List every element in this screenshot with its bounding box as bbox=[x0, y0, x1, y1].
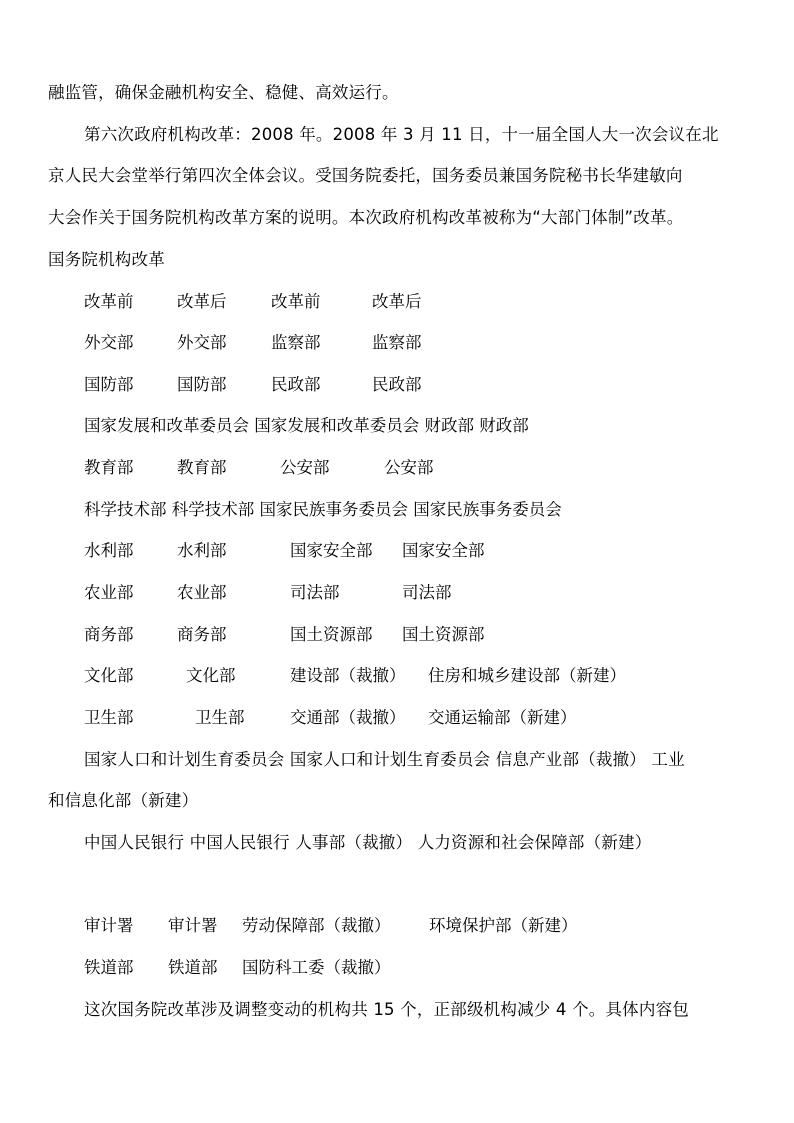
table-cell: 公安部 bbox=[384, 458, 434, 477]
table-cell: 国防部 bbox=[177, 375, 227, 394]
paragraph-line: 融监管，确保金融机构安全、稳健、高效运行。 bbox=[48, 83, 399, 102]
table-header-cell: 改革后 bbox=[177, 292, 227, 311]
table-cell: 环境保护部（新建） bbox=[429, 916, 578, 935]
table-cell: 民政部 bbox=[271, 375, 321, 394]
table-cell: 国家发展和改革委员会 国家发展和改革委员会 财政部 财政部 bbox=[84, 416, 529, 435]
table-cell: 文化部 bbox=[84, 666, 134, 685]
table-row-wrapped: 和信息化部（新建） bbox=[48, 791, 199, 810]
table-cell: 科学技术部 科学技术部 国家民族事务委员会 国家民族事务委员会 bbox=[84, 500, 562, 519]
table-cell: 交通运输部（新建） bbox=[428, 708, 577, 727]
table-cell: 农业部 bbox=[177, 583, 227, 602]
table-cell: 国防科工委（裁撤） bbox=[242, 958, 391, 977]
table-row: 中国人民银行 中国人民银行 人事部（裁撤） 人力资源和社会保障部（新建） bbox=[84, 833, 652, 852]
table-cell: 审计署 bbox=[168, 916, 218, 935]
table-cell: 外交部 bbox=[177, 333, 227, 352]
table-cell: 住房和城乡建设部（新建） bbox=[428, 666, 626, 685]
table-cell: 交通部（裁撤） bbox=[290, 708, 406, 727]
table-cell: 审计署 bbox=[84, 916, 134, 935]
table-cell: 外交部 bbox=[84, 333, 134, 352]
table-cell: 建设部（裁撤） bbox=[290, 666, 406, 685]
table-header-cell: 改革前 bbox=[271, 292, 321, 311]
table-cell: 公安部 bbox=[280, 458, 330, 477]
table-cell: 铁道部 bbox=[168, 958, 218, 977]
table-header-cell: 改革后 bbox=[372, 292, 422, 311]
table-cell: 国家安全部 bbox=[290, 541, 373, 560]
table-cell: 商务部 bbox=[177, 625, 227, 644]
table-cell: 国土资源部 bbox=[402, 625, 485, 644]
table-cell: 劳动保障部（裁撤） bbox=[242, 916, 391, 935]
table-cell: 商务部 bbox=[84, 625, 134, 644]
table-cell: 水利部 bbox=[177, 541, 227, 560]
table-cell: 国土资源部 bbox=[290, 625, 373, 644]
table-cell: 农业部 bbox=[84, 583, 134, 602]
table-row-wrapped: 国家人口和计划生育委员会 国家人口和计划生育委员会 信息产业部（裁撤） 工业 bbox=[84, 750, 685, 769]
table-cell: 教育部 bbox=[84, 458, 134, 477]
table-cell: 监察部 bbox=[271, 333, 321, 352]
table-cell: 文化部 bbox=[186, 666, 236, 685]
table-cell: 卫生部 bbox=[195, 708, 245, 727]
table-cell: 教育部 bbox=[177, 458, 227, 477]
table-header-cell: 改革前 bbox=[84, 292, 134, 311]
table-cell: 国防部 bbox=[84, 375, 134, 394]
paragraph-line: 第六次政府机构改革：2008 年。2008 年 3 月 11 日，十一届全国人大一次会议在北 bbox=[84, 125, 719, 144]
table-cell: 国家安全部 bbox=[402, 541, 485, 560]
table-cell: 水利部 bbox=[84, 541, 134, 560]
section-heading: 国务院机构改革 bbox=[48, 250, 165, 269]
table-cell: 铁道部 bbox=[84, 958, 134, 977]
table-cell: 司法部 bbox=[402, 583, 452, 602]
table-cell: 司法部 bbox=[290, 583, 340, 602]
paragraph-line: 这次国务院改革涉及调整变动的机构共 15 个，正部级机构减少 4 个。具体内容包 bbox=[84, 1000, 689, 1019]
table-cell: 卫生部 bbox=[84, 708, 134, 727]
table-cell: 民政部 bbox=[372, 375, 422, 394]
table-cell: 监察部 bbox=[372, 333, 422, 352]
paragraph-line: 大会作关于国务院机构改革方案的说明。本次政府机构改革被称为“大部门体制”改革。 bbox=[48, 208, 684, 227]
paragraph-line: 京人民大会堂举行第四次全体会议。受国务院委托，国务委员兼国务院秘书长华建敏向 bbox=[48, 166, 683, 185]
